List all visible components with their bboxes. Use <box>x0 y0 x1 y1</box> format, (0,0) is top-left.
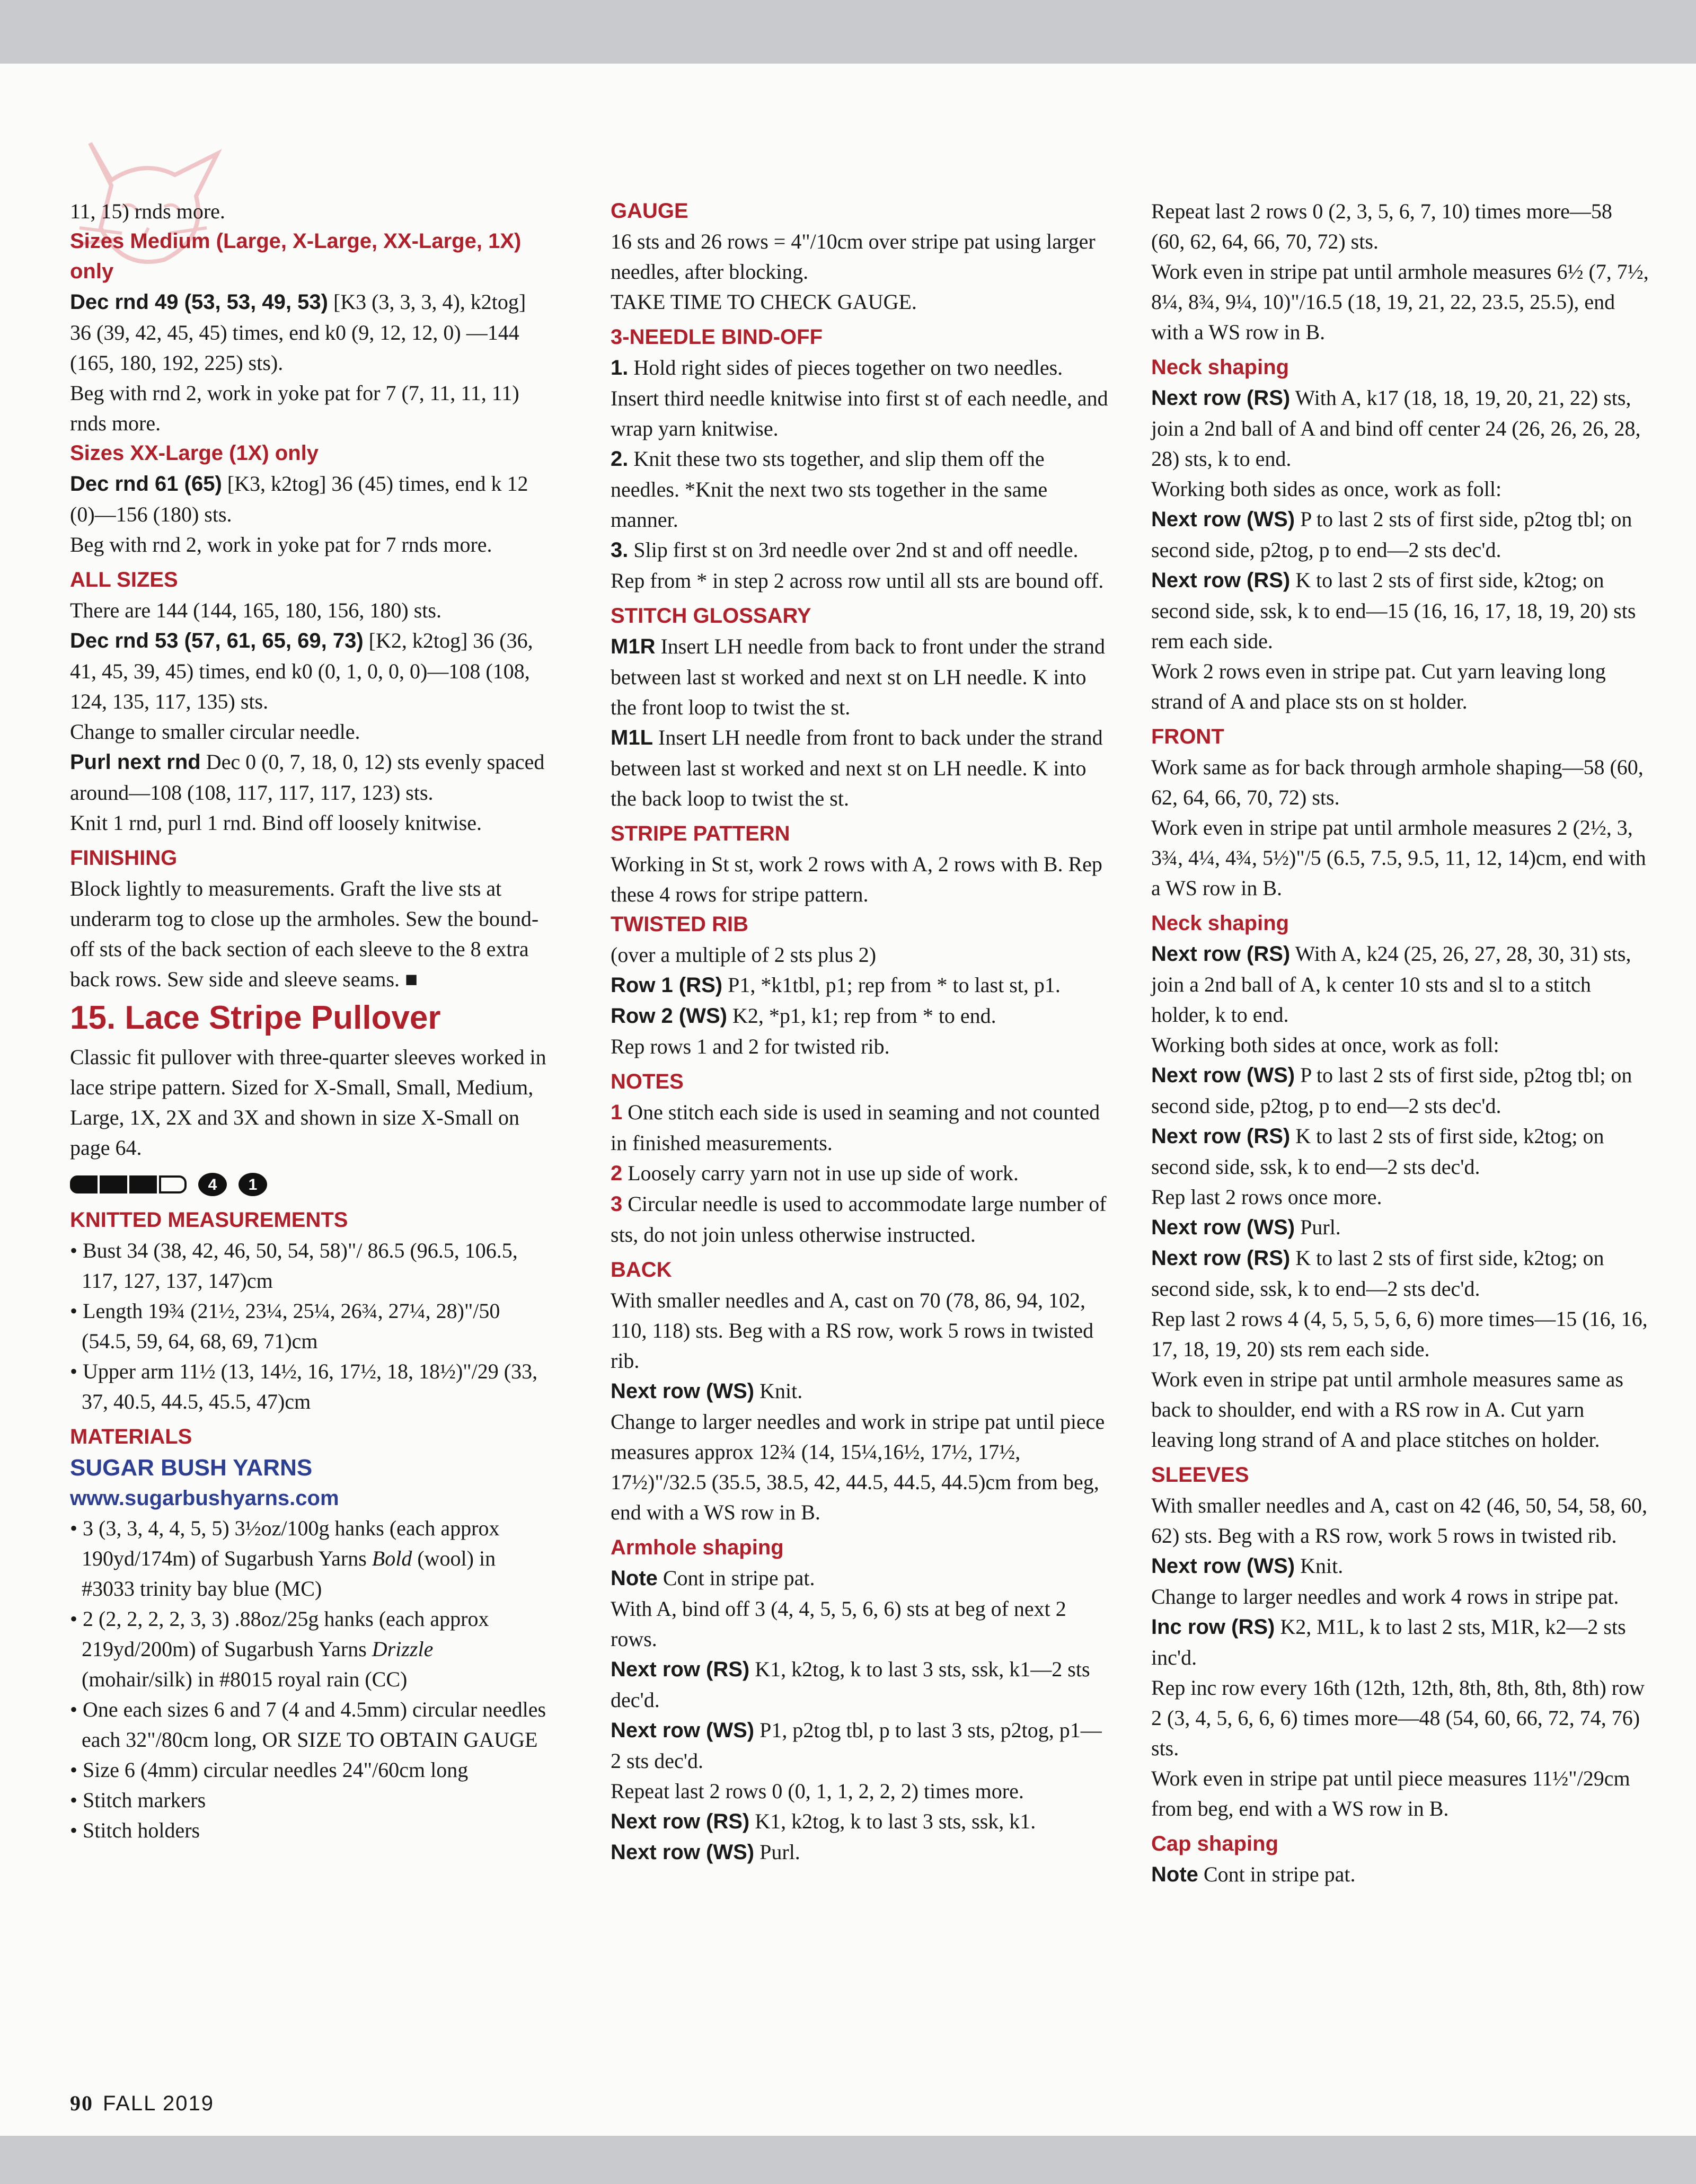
material-item <box>70 1513 547 1604</box>
row-text: With A, k17 (18, 18, 19, 20, 21, 22) sts, join a 2nd ball of A and bind off center 24 (26, 26, 26, 28, 28) sts, k to end. <box>1151 386 1641 471</box>
text-paragraph: There are 144 (144, 165, 180, 156, 180) sts. <box>70 598 441 622</box>
row-text: Cont in stripe pat. <box>657 1566 815 1590</box>
row-text: P to last 2 sts of first side, p2tog tbl; on second side, p2tog, p to end—2 sts dec'd. <box>1151 1063 1632 1118</box>
text-paragraph: (over a multiple of 2 sts plus 2) <box>611 943 877 967</box>
pattern-title: 15. Lace Stripe Pullover <box>70 1000 441 1036</box>
note-number: 1 <box>611 1101 623 1124</box>
text-paragraph: 11, 15) rnds more. <box>70 199 225 223</box>
row-item <box>1151 1060 1649 1121</box>
section-heading: MATERIALS <box>70 1425 192 1448</box>
material-item <box>70 1604 547 1694</box>
row-text: K to last 2 sts of first side, k2tog; on second side, ssk, k to end—15 (16, 16, 17, 18, 19, 20) sts rem each side. <box>1151 568 1636 653</box>
text-paragraph: Working both sides as once, work as foll: <box>1151 477 1502 501</box>
step-text: Knit these two sts together, and slip them off the needles. *Knit the next two sts together in the same manner. <box>611 447 1048 532</box>
row-item <box>1151 939 1649 1030</box>
column-1 <box>70 196 547 1845</box>
row-label: Next row (RS) <box>1151 1246 1291 1270</box>
text-paragraph: Beg with rnd 2, work in yoke pat for 7 (7, 11, 11, 11) rnds more. <box>70 381 519 435</box>
section-heading: FINISHING <box>70 846 178 870</box>
note-number: 3 <box>611 1192 623 1216</box>
row-item <box>1151 1121 1649 1182</box>
step-number: 3. <box>611 538 629 562</box>
yarn-brand-url: www.sugarbushyarns.com <box>70 1487 339 1510</box>
step-number: 1. <box>611 356 629 379</box>
pattern-intro: Classic fit pullover with three-quarter sleeves worked in lace stripe pattern. Sized for X-Small, Small, Medium, Large, 1X, 2X and 3X and shown in size X-Small on page 64. <box>70 1045 546 1160</box>
row-label: Note <box>611 1567 658 1590</box>
row-text: Dec 0 (0, 7, 18, 0, 12) sts evenly spaced around—108 (108, 117, 117, 117, 123) sts. <box>70 750 545 804</box>
section-heading: STRIPE PATTERN <box>611 822 790 845</box>
note-text: Circular needle is used to accommodate large number of sts, do not join unless otherwise instructed. <box>611 1192 1107 1246</box>
page-number: 90 <box>70 2091 93 2115</box>
row-text: Purl. <box>754 1840 800 1864</box>
text-paragraph <box>70 287 547 378</box>
section-heading: GAUGE <box>611 199 688 223</box>
row-text: With A, k24 (25, 26, 27, 28, 30, 31) sts, join a 2nd ball of A, k center 10 sts and sl to a stitch holder, k to end. <box>1151 942 1631 1027</box>
row-label: Next row (WS) <box>611 1841 755 1864</box>
material-item: • Stitch holders <box>70 1818 200 1842</box>
yarn-name: Bold <box>372 1546 412 1570</box>
text-paragraph: Change to larger needles and work in stripe pat until piece measures approx 12¾ (14, 15¼,16½, 17½, 17½, 17½)"/32.5 (35.5, 38.5, 42, 44.5, 44.5, 44.5)cm from beg, end with a WS row in B. <box>611 1410 1105 1524</box>
row-item <box>1151 1859 1649 1890</box>
text-paragraph: Working in St st, work 2 rows with A, 2 rows with B. Rep these 4 rows for stripe pattern. <box>611 852 1102 906</box>
text-paragraph: Work even in stripe pat until armhole measures same as back to shoulder, end with a RS row in A. Cut yarn leaving long strand of A and place stitches on holder. <box>1151 1367 1623 1452</box>
row-item <box>1151 1551 1649 1581</box>
text-paragraph: Rep last 2 rows once more. <box>1151 1185 1382 1209</box>
glossary-definition: Insert LH needle from back to front under the strand between last st worked and next st on LH needle. K into the front loop to twist the st. <box>611 634 1106 719</box>
section-heading: BACK <box>611 1258 672 1281</box>
text-paragraph <box>70 747 547 808</box>
text-paragraph: Change to larger needles and work 4 rows in stripe pat. <box>1151 1585 1619 1608</box>
row-label: Row 1 (RS) <box>611 974 723 997</box>
text-paragraph: With smaller needles and A, cast on 70 (78, 86, 94, 102, 110, 118) sts. Beg with a RS row, work 5 rows in twisted rib. <box>611 1288 1094 1373</box>
yarn-weight-icon-2: 1 <box>238 1173 267 1196</box>
section-heading: NOTES <box>611 1070 684 1093</box>
text-paragraph: Work even in stripe pat until armhole measures 2 (2½, 3, 3¾, 4¼, 4¾, 5½)"/5 (6.5, 7.5, 9.5, 11, 12, 14)cm, end with a WS row in B. <box>1151 816 1646 900</box>
row-item <box>611 1654 1109 1715</box>
row-text: [K3, k2tog] 36 (45) times, end k 12 (0)—156 (180) sts. <box>70 472 528 526</box>
section-heading: Cap shaping <box>1151 1832 1279 1855</box>
row-text: K2, M1L, k to last 2 sts, M1R, k2—2 sts inc'd. <box>1151 1615 1626 1669</box>
text-paragraph: Rep rows 1 and 2 for twisted rib. <box>611 1034 890 1058</box>
text-paragraph: With A, bind off 3 (4, 4, 5, 5, 6, 6) sts at beg of next 2 rows. <box>611 1597 1066 1651</box>
step-text: Slip first st on 3rd needle over 2nd st and off needle. Rep from * in step 2 across row until all sts are bound off. <box>611 538 1104 593</box>
row-item <box>611 1376 1109 1407</box>
text-paragraph: Work even in stripe pat until armhole measures 6½ (7, 7½, 8¼, 8¾, 9¼, 10)"/16.5 (18, 19, 21, 22, 23.5, 25.5), end with a WS row in B. <box>1151 260 1649 344</box>
section-heading: KNITTED MEASUREMENTS <box>70 1208 348 1232</box>
section-heading: Sizes XX-Large (1X) only <box>70 441 319 465</box>
row-item <box>611 1837 1109 1868</box>
step-item <box>611 535 1109 596</box>
yarn-brand: SUGAR BUSH YARNS <box>70 1455 313 1481</box>
material-item: • Size 6 (4mm) circular needles 24"/60cm long <box>70 1758 469 1782</box>
row-label: Next row (RS) <box>611 1658 750 1681</box>
note-item <box>611 1097 1109 1158</box>
section-heading: SLEEVES <box>1151 1463 1249 1487</box>
measurement-item: • Length 19¾ (21½, 23¼, 25¼, 26¾, 27¼, 28)"/50 (54.5, 59, 64, 68, 69, 71)cm <box>70 1299 500 1353</box>
text-paragraph: Beg with rnd 2, work in yoke pat for 7 rnds more. <box>70 533 492 556</box>
text-paragraph: Working both sides at once, work as foll: <box>1151 1033 1499 1057</box>
row-text: P to last 2 sts of first side, p2tog tbl; on second side, p2tog, p to end—2 sts dec'd. <box>1151 507 1632 562</box>
glossary-item <box>611 722 1109 814</box>
text-paragraph: Work same as for back through armhole shaping—58 (60, 62, 64, 66, 70, 72) sts. <box>1151 755 1644 809</box>
measurement-item: • Upper arm 11½ (13, 14½, 16, 17½, 18, 18½)"/29 (33, 37, 40.5, 44.5, 45.5, 47)cm <box>70 1359 538 1413</box>
row-item <box>611 1563 1109 1594</box>
section-heading: Armhole shaping <box>611 1536 784 1559</box>
text-paragraph: Rep last 2 rows 4 (4, 5, 5, 5, 6, 6) more times—15 (16, 16, 17, 18, 19, 20) sts rem each side. <box>1151 1307 1648 1361</box>
section-heading: FRONT <box>1151 725 1224 748</box>
row-text: K1, k2tog, k to last 3 sts, ssk, k1—2 sts dec'd. <box>611 1657 1090 1712</box>
text-paragraph <box>70 625 547 717</box>
row-text: Knit. <box>754 1379 803 1403</box>
note-number: 2 <box>611 1162 623 1185</box>
glossary-item <box>611 631 1109 722</box>
row-item <box>1151 565 1649 656</box>
note-text: Loosely carry yarn not in use up side of work. <box>622 1161 1019 1185</box>
text-paragraph: Rep inc row every 16th (12th, 12th, 8th, 8th, 8th, 8th) row 2 (3, 4, 5, 6, 6, 6) times more—48 (54, 60, 66, 72, 74, 76) sts. <box>1151 1676 1645 1760</box>
row-label: Next row (WS) <box>1151 508 1295 531</box>
material-text: • 3 (3, 3, 4, 4, 5, 5) 3½oz/100g hanks (each approx 190yd/174m) of Sugarbush Yarns <box>70 1516 500 1570</box>
row-label: Next row (RS) <box>611 1810 750 1833</box>
row-label: Dec rnd 53 (57, 61, 65, 69, 73) <box>70 629 364 652</box>
skill-level-icon <box>70 1175 187 1193</box>
material-item: • Stitch markers <box>70 1788 206 1812</box>
glossary-term: M1R <box>611 635 656 658</box>
section-heading: Neck shaping <box>1151 356 1289 379</box>
text-paragraph: Change to smaller circular needle. <box>70 720 360 744</box>
row-label: Dec rnd 49 (53, 53, 49, 53) <box>70 290 328 314</box>
section-heading: Neck shaping <box>1151 912 1289 935</box>
material-item: • One each sizes 6 and 7 (4 and 4.5mm) circular needles each 32"/80cm long, OR SIZE TO OBTAIN GAUGE <box>70 1697 546 1752</box>
text-paragraph: Block lightly to measurements. Graft the live sts at underarm tog to close up the armholes. Sew the bound-off sts of the back section of each sleeve to the 8 extra back rows. Sew side and sleeve seams. ■ <box>70 877 539 991</box>
column-3 <box>1151 196 1649 1890</box>
row-text: Knit. <box>1295 1554 1344 1578</box>
step-number: 2. <box>611 447 629 471</box>
row-text: Purl. <box>1295 1215 1341 1239</box>
section-heading: 3-NEEDLE BIND-OFF <box>611 325 823 349</box>
row-text: K to last 2 sts of first side, k2tog; on second side, ssk, k to end—2 sts dec'd. <box>1151 1124 1604 1179</box>
row-item <box>611 1001 1109 1031</box>
row-item <box>611 1806 1109 1837</box>
row-text: K2, *p1, k1; rep from * to end. <box>727 1004 996 1028</box>
column-2 <box>611 196 1109 1868</box>
row-label: Next row (RS) <box>1151 1125 1291 1148</box>
row-text: P1, *k1tbl, p1; rep from * to last st, p1. <box>722 973 1061 997</box>
row-text: K1, k2tog, k to last 3 sts, ssk, k1. <box>749 1809 1036 1833</box>
difficulty-icons <box>70 1166 547 1203</box>
text-paragraph: Repeat last 2 rows 0 (0, 1, 1, 2, 2, 2) times more. <box>611 1779 1024 1803</box>
row-text: Cont in stripe pat. <box>1198 1862 1356 1886</box>
glossary-definition: Insert LH needle from front to back under the strand between last st worked and next st on LH needle. K into the back loop to twist the st. <box>611 726 1103 810</box>
row-item <box>611 1715 1109 1776</box>
material-text: (wool) in #3033 trinity bay blue (MC) <box>82 1546 496 1601</box>
text-paragraph: Repeat last 2 rows 0 (2, 3, 5, 6, 7, 10) times more—58 (60, 62, 64, 66, 70, 72) sts. <box>1151 199 1612 253</box>
row-label: Inc row (RS) <box>1151 1615 1275 1639</box>
row-label: Next row (WS) <box>611 1380 755 1403</box>
row-item <box>1151 1212 1649 1243</box>
material-text: • 2 (2, 2, 2, 2, 3, 3) .88oz/25g hanks (each approx 219yd/200m) of Sugarbush Yarns <box>70 1607 489 1661</box>
row-label: Next row (WS) <box>1151 1216 1295 1239</box>
text-paragraph: Knit 1 rnd, purl 1 rnd. Bind off loosely knitwise. <box>70 811 482 835</box>
text-paragraph <box>70 468 547 529</box>
section-heading: ALL SIZES <box>70 568 178 591</box>
note-item <box>611 1158 1109 1189</box>
row-text: K to last 2 sts of first side, k2tog; on second side, ssk, k to end—2 sts dec'd. <box>1151 1246 1604 1301</box>
text-paragraph: TAKE TIME TO CHECK GAUGE. <box>611 290 917 314</box>
row-item <box>611 970 1109 1001</box>
row-label: Next row (RS) <box>1151 569 1291 592</box>
row-text: P1, p2tog tbl, p to last 3 sts, p2tog, p1—2 sts dec'd. <box>611 1718 1102 1773</box>
row-label: Row 2 (WS) <box>611 1004 727 1028</box>
row-label: Next row (WS) <box>1151 1554 1295 1578</box>
row-item <box>1151 504 1649 565</box>
step-text: Hold right sides of pieces together on two needles. Insert third needle knitwise into first st of each needle, and wrap yarn knitwise. <box>611 356 1108 440</box>
row-label: Purl next rnd <box>70 750 201 774</box>
page-footer <box>70 2091 214 2116</box>
row-label: Next row (RS) <box>1151 942 1291 966</box>
row-label: Next row (WS) <box>1151 1064 1295 1087</box>
text-paragraph: With smaller needles and A, cast on 42 (46, 50, 54, 58, 60, 62) sts. Beg with a RS row, work 5 rows in twisted rib. <box>1151 1493 1647 1548</box>
yarn-weight-icon: 4 <box>198 1173 227 1196</box>
row-text: [K3 (3, 3, 3, 4), k2tog] 36 (39, 42, 45, 45) times, end k0 (9, 12, 12, 0) —144 (165, 180, 192, 225) sts). <box>70 290 526 375</box>
yarn-name: Drizzle <box>372 1637 434 1661</box>
row-item <box>1151 1612 1649 1673</box>
section-heading: TWISTED RIB <box>611 913 748 936</box>
glossary-term: M1L <box>611 726 653 749</box>
text-paragraph: 16 sts and 26 rows = 4"/10cm over stripe pat using larger needles, after blocking. <box>611 229 1096 284</box>
step-item <box>611 444 1109 535</box>
step-item <box>611 352 1109 444</box>
section-heading: STITCH GLOSSARY <box>611 604 811 627</box>
measurement-item: • Bust 34 (38, 42, 46, 50, 54, 58)"/ 86.5 (96.5, 106.5, 117, 127, 137, 147)cm <box>70 1239 518 1293</box>
row-item <box>1151 1243 1649 1304</box>
row-label: Next row (WS) <box>611 1719 755 1742</box>
section-heading: Sizes Medium (Large, X-Large, XX-Large, 1X) only <box>70 229 522 283</box>
row-text: [K2, k2tog] 36 (36, 41, 45, 39, 45) times, end k0 (0, 1, 0, 0, 0)—108 (108, 124, 135, 117, 135) sts. <box>70 629 533 713</box>
note-text: One stitch each side is used in seaming and not counted in finished measurements. <box>611 1100 1100 1155</box>
note-item <box>611 1189 1109 1250</box>
row-label: Next row (RS) <box>1151 386 1291 410</box>
row-label: Dec rnd 61 (65) <box>70 472 222 496</box>
row-item <box>1151 383 1649 474</box>
row-label: Note <box>1151 1863 1198 1886</box>
text-paragraph: Work 2 rows even in stripe pat. Cut yarn leaving long strand of A and place sts on st holder. <box>1151 659 1606 713</box>
material-text: (mohair/silk) in #8015 royal rain (CC) <box>82 1667 408 1691</box>
text-paragraph: Work even in stripe pat until piece measures 11½"/29cm from beg, end with a WS row in B. <box>1151 1766 1630 1820</box>
issue-label: FALL 2019 <box>103 2092 215 2115</box>
